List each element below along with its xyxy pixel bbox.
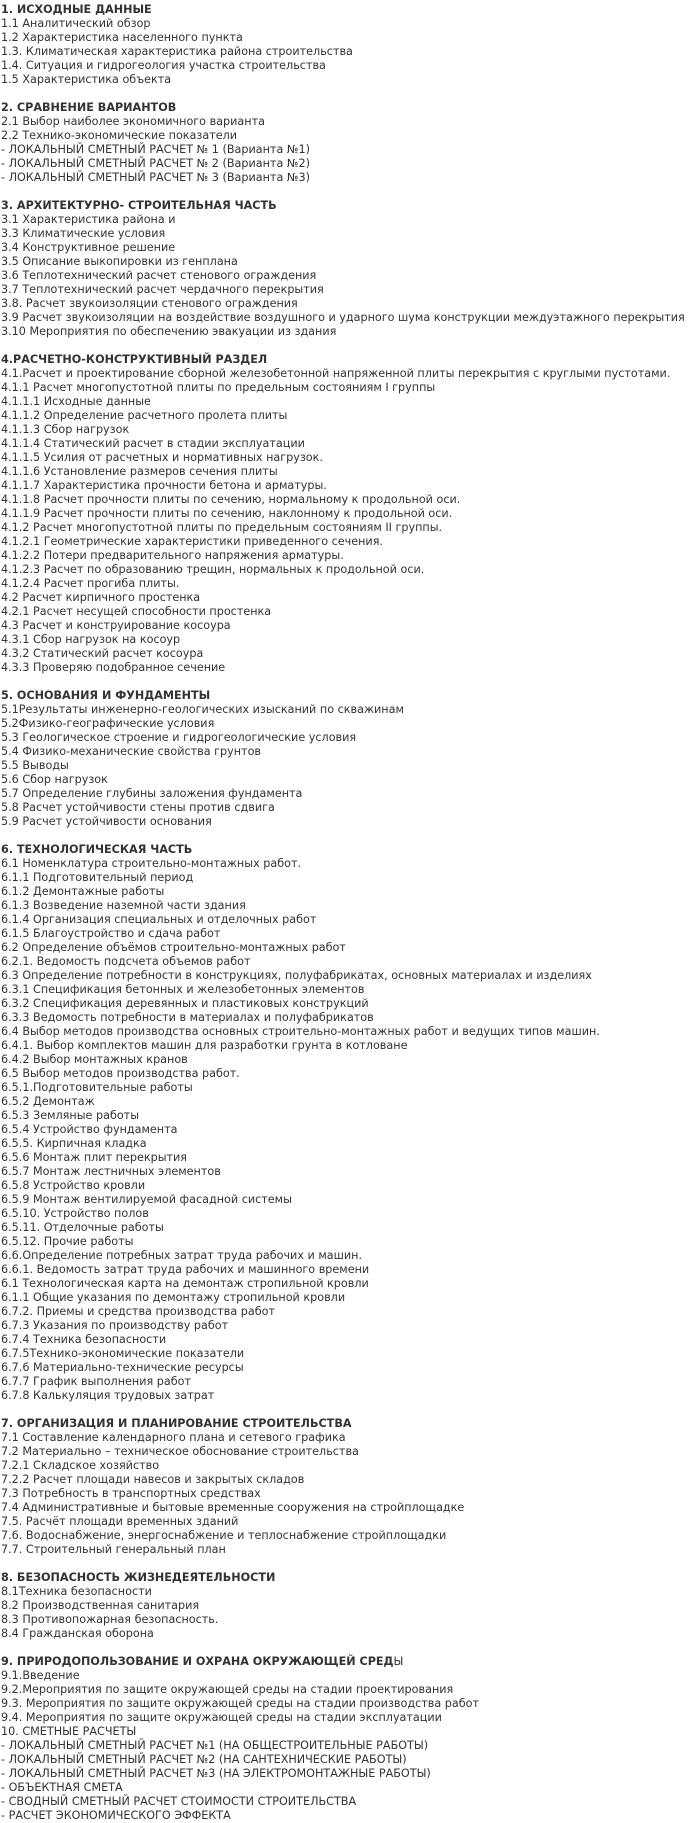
toc-section <box>1 101 700 185</box>
toc-entry: - ЛОКАЛЬНЫЙ СМЕТНЫЙ РАСЧЕТ № 3 (Варианта №3) <box>1 171 310 184</box>
toc-entry: 6.1.5 Благоустройство и сдача работ <box>1 927 221 940</box>
toc-entry: 5.7 Определение глубины заложения фундамента <box>1 787 303 800</box>
toc-entry: 5.2Физико-географические условия <box>1 717 215 730</box>
toc-entry: 6.1.1 Подготовительный период <box>1 871 194 884</box>
toc-entry: - ЛОКАЛЬНЫЙ СМЕТНЫЙ РАСЧЕТ № 2 (Варианта №2) <box>1 157 310 170</box>
toc-entry: 6.1.1 Общие указания по демонтажу стропильной кровли <box>1 1291 346 1304</box>
toc-entry: 7.1 Составление календарного плана и сетевого графика <box>1 1431 346 1444</box>
section-heading <box>1 1571 700 1585</box>
toc-entry: 6.1.2 Демонтажные работы <box>1 885 165 898</box>
toc-entry: 6.3.2 Спецификация деревянных и пластиковых конструкций <box>1 997 369 1010</box>
toc-entry: 6.5.2 Демонтаж <box>1 1095 95 1108</box>
toc-entry: 3.7 Теплотехнический расчет чердачного перекрытия <box>1 283 324 296</box>
toc-section <box>1 1655 700 1823</box>
toc-entry: 4.3.2 Статический расчет косоура <box>1 647 204 660</box>
section-heading <box>1 1655 700 1669</box>
toc-entry: 5.6 Сбор нагрузок <box>1 773 108 786</box>
toc-entry: 1.2 Характеристика населенного пункта <box>1 31 243 44</box>
toc-entry: 3.4 Конструктивное решение <box>1 241 176 254</box>
toc-entry: 6.6.Определение потребных затрат труда рабочих и машин. <box>1 1249 363 1262</box>
toc-entry: 1.1 Аналитический обзор <box>1 17 151 30</box>
toc-entry: 6.2.1. Ведомость подсчета объемов работ <box>1 955 251 968</box>
toc-entry: - ЛОКАЛЬНЫЙ СМЕТНЫЙ РАСЧЕТ №3 (НА ЭЛЕКТРОМОНТАЖНЫЕ РАБОТЫ) <box>1 1767 431 1780</box>
toc-entry: 1.4. Ситуация и гидрогеология участка строительства <box>1 59 326 72</box>
section-heading <box>1 843 700 857</box>
toc-entry: 6.4 Выбор методов производства основных строительно-монтажных работ и ведущих типов машин. <box>1 1025 600 1038</box>
toc-section <box>1 199 700 339</box>
toc-entry: 3.1 Характеристика района и <box>1 213 176 226</box>
toc-entry: 7.2 Материально – техническое обоснование строительства <box>1 1445 359 1458</box>
toc-entry: 6.5.6 Монтаж плит перекрытия <box>1 1151 188 1164</box>
toc-entry: 6.5 Выбор методов производства работ. <box>1 1067 240 1080</box>
section-heading-text: 5. ОСНОВАНИЯ И ФУНДАМЕНТЫ <box>1 689 211 702</box>
toc-entry: - СВОДНЫЙ СМЕТНЫЙ РАСЧЕТ СТОИМОСТИ СТРОИТЕЛЬСТВА <box>1 1795 357 1808</box>
toc-entry: 6.5.11. Отделочные работы <box>1 1221 164 1234</box>
toc-entry: 9.1.Введение <box>1 1669 80 1682</box>
toc-entry: 6.5.9 Монтаж вентилируемой фасадной системы <box>1 1193 292 1206</box>
section-heading <box>1 1417 700 1431</box>
toc-entry: 6.4.2 Выбор монтажных кранов <box>1 1053 188 1066</box>
toc-entry: 6.3 Определение потребности в конструкциях, полуфабрикатах, основных материалах и изделиях <box>1 969 592 982</box>
toc-entry: 4.1.2.4 Расчет прогиба плиты. <box>1 577 180 590</box>
toc-entry: 4.1.1.3 Сбор нагрузок <box>1 423 130 436</box>
toc-entry: 4.3.1 Сбор нагрузок на косоур <box>1 633 181 646</box>
toc-entry: 6.7.3 Указания по производству работ <box>1 1319 229 1332</box>
toc-entry: 6.4.1. Выбор комплектов машин для разработки грунта в котловане <box>1 1039 408 1052</box>
toc-entry: 7.7. Строительный генеральный план <box>1 1543 226 1556</box>
toc-entry: 7.3 Потребность в транспортных средствах <box>1 1487 261 1500</box>
toc-entry: 4.1.2.2 Потери предварительного напряжения арматуры. <box>1 549 344 562</box>
toc-entry: 3.5 Описание выкопировки из генплана <box>1 255 238 268</box>
toc-entry: 9.2.Мероприятия по защите окружающей среды на стадии проектирования <box>1 1683 454 1696</box>
toc-entry: 1.5 Характеристика объекта <box>1 73 172 86</box>
toc-entry: 4.3 Расчет и конструирование косоура <box>1 619 231 632</box>
section-heading-text: 9. ПРИРОДОПОЛЬЗОВАНИЕ И ОХРАНА ОКРУЖАЮЩЕЙ СРЕД <box>1 1655 394 1668</box>
toc-entry: 4.1.1.9 Расчет прочности плиты по сечению, наклонному к продольной оси. <box>1 507 453 520</box>
toc-entry: 5.1Результаты инженерно-геологических изысканий по скважинам <box>1 703 404 716</box>
toc-entry: 2.2 Технико-экономические показатели <box>1 129 238 142</box>
toc-entry: 4.1.2.3 Расчет по образованию трещин, нормальных к продольной оси. <box>1 563 425 576</box>
toc-entry: 6.7.5Технико-экономические показатели <box>1 1347 245 1360</box>
toc-entry: 4.1.Расчет и проектирование сборной железобетонной напряженной плиты перекрытия с круглыми пустотами. <box>1 367 671 380</box>
section-heading <box>1 3 700 17</box>
toc-entry: 4.1.1.8 Расчет прочности плиты по сечению, нормальному к продольной оси. <box>1 493 461 506</box>
toc-entry: 4.1.1.4 Статический расчет в стадии эксплуатации <box>1 437 305 450</box>
toc-entry: 6.5.5. Кирпичная кладка <box>1 1137 147 1150</box>
toc-entry: 6.5.12. Прочие работы <box>1 1235 134 1248</box>
toc-entry: 6.7.6 Материально-технические ресурсы <box>1 1361 244 1374</box>
toc-entry: 8.2 Производственная санитария <box>1 1599 200 1612</box>
toc-entry: 4.3.3 Проверяю подобранное сечение <box>1 661 226 674</box>
section-heading <box>1 353 700 367</box>
toc-entry: 3.3 Климатические условия <box>1 227 166 240</box>
section-heading-text: 8. БЕЗОПАСНОСТЬ ЖИЗНЕДЕЯТЕЛЬНОСТИ <box>1 1571 276 1584</box>
section-heading-text: 3. АРХИТЕКТУРНО- СТРОИТЕЛЬНАЯ ЧАСТЬ <box>1 199 277 212</box>
toc-section <box>1 689 700 829</box>
toc-entry: 4.1.1.6 Установление размеров сечения плиты <box>1 465 278 478</box>
toc-entry: 1.3. Климатическая характеристика района строительства <box>1 45 353 58</box>
toc-entry: 6.1 Технологическая карта на демонтаж стропильной кровли <box>1 1277 369 1290</box>
section-heading-text: 7. ОРГАНИЗАЦИЯ И ПЛАНИРОВАНИЕ СТРОИТЕЛЬСТВА <box>1 1417 352 1430</box>
toc-entry: 6.2 Определение объёмов строительно-монтажных работ <box>1 941 346 954</box>
toc-entry: 6.3.3 Ведомость потребности в материалах и полуфабрикатов <box>1 1011 374 1024</box>
toc-entry: 4.2.1 Расчет несущей способности простенка <box>1 605 272 618</box>
toc-entry: 5.8 Расчет устойчивости стены против сдвига <box>1 801 275 814</box>
toc-entry: 5.4 Физико-механические свойства грунтов <box>1 745 262 758</box>
toc-entry: 6.7.4 Техника безопасности <box>1 1333 167 1346</box>
section-heading <box>1 101 700 115</box>
section-heading-text: 6. ТЕХНОЛОГИЧЕСКАЯ ЧАСТЬ <box>1 843 193 856</box>
toc-entry: 5.9 Расчет устойчивости основания <box>1 815 212 828</box>
toc-entry: 9.4. Мероприятия по защите окружающей среды на стадии эксплуатации <box>1 1711 442 1724</box>
toc-entry: 6.6.1. Ведомость затрат труда рабочих и машинного времени <box>1 1263 370 1276</box>
toc-section <box>1 353 700 675</box>
toc-entry: 8.1Техника безопасности <box>1 1585 152 1598</box>
section-heading <box>1 689 700 703</box>
section-heading-text: 1. ИСХОДНЫЕ ДАННЫЕ <box>1 3 152 16</box>
toc-entry: 6.1.3 Возведение наземной части здания <box>1 899 246 912</box>
toc-entry: 8.4 Гражданская оборона <box>1 1627 154 1640</box>
toc-entry: 6.1 Номенклатура строительно-монтажных работ. <box>1 857 302 870</box>
toc-entry: 7.5. Расчёт площади временных зданий <box>1 1515 239 1528</box>
toc-entry: 6.5.7 Монтаж лестничных элементов <box>1 1165 221 1178</box>
toc-entry: 4.1.2.1 Геометрические характеристики приведенного сечения. <box>1 535 383 548</box>
toc-entry: 5.5 Выводы <box>1 759 69 772</box>
toc-entry: - ЛОКАЛЬНЫЙ СМЕТНЫЙ РАСЧЕТ № 1 (Варианта №1) <box>1 143 310 156</box>
toc-entry: 7.2.2 Расчет площади навесов и закрытых складов <box>1 1473 305 1486</box>
toc-entry: 3.10 Мероприятия по обеспечению эвакуации из здания <box>1 325 337 338</box>
toc-entry: - ЛОКАЛЬНЫЙ СМЕТНЫЙ РАСЧЕТ №1 (НА ОБЩЕСТРОИТЕЛЬНЫЕ РАБОТЫ) <box>1 1739 429 1752</box>
toc-entry: 4.1.1.2 Определение расчетного пролета плиты <box>1 409 288 422</box>
section-heading-text: 4.РАСЧЕТНО-КОНСТРУКТИВНЫЙ РАЗДЕЛ <box>1 353 268 366</box>
toc-section <box>1 843 700 1403</box>
toc-entry: 4.1.1.1 Исходные данные <box>1 395 151 408</box>
toc-section <box>1 1571 700 1641</box>
toc-entry: 6.7.2. Приемы и средства производства работ <box>1 1305 275 1318</box>
toc-entry: 7.6. Водоснабжение, энергоснабжение и теплоснабжение стройплощадки <box>1 1529 447 1542</box>
toc-entry: 6.3.1 Спецификация бетонных и железобетонных элементов <box>1 983 365 996</box>
toc-section <box>1 3 700 87</box>
toc-entry: 4.1.1.5 Усилия от расчетных и нормативных нагрузок. <box>1 451 323 464</box>
toc-entry: - РАСЧЕТ ЭКОНОМИЧЕСКОГО ЭФФЕКТА <box>1 1809 231 1822</box>
section-heading-tail: Ы <box>393 1655 404 1668</box>
toc-entry: 3.6 Теплотехнический расчет стенового ограждения <box>1 269 317 282</box>
toc-entry: 6.5.8 Устройство кровли <box>1 1179 146 1192</box>
toc-entry: 3.8. Расчет звукоизоляции стенового ограждения <box>1 297 298 310</box>
toc-entry: 3.9 Расчет звукоизоляции на воздействие воздушного и ударного шума конструкции междуэтажного перекрытия <box>1 311 685 324</box>
toc-entry: 6.5.3 Земляные работы <box>1 1109 140 1122</box>
toc-entry: 6.5.10. Устройство полов <box>1 1207 149 1220</box>
toc-entry: 10. СМЕТНЫЕ РАСЧЕТЫ <box>1 1725 137 1738</box>
toc-entry: 7.4 Административные и бытовые временные сооружения на стройплощадке <box>1 1501 465 1514</box>
toc-entry: 5.3 Геологическое строение и гидрогеологические условия <box>1 731 357 744</box>
toc-entry: 7.2.1 Складское хозяйство <box>1 1459 160 1472</box>
toc-section <box>1 1417 700 1557</box>
toc-entry: 8.3 Противопожарная безопасность. <box>1 1613 219 1626</box>
toc-entry: 6.7.8 Калькуляция трудовых затрат <box>1 1389 215 1402</box>
toc-entry: - ЛОКАЛЬНЫЙ СМЕТНЫЙ РАСЧЕТ №2 (НА САНТЕХНИЧЕСКИЕ РАБОТЫ) <box>1 1753 407 1766</box>
section-heading-text: 2. СРАВНЕНИЕ ВАРИАНТОВ <box>1 101 177 114</box>
toc-entry: 6.5.1.Подготовительные работы <box>1 1081 193 1094</box>
toc-entry: 6.7.7 График выполнения работ <box>1 1375 191 1388</box>
toc-entry: 6.1.4 Организация специальных и отделочных работ <box>1 913 317 926</box>
toc-entry: 2.1 Выбор наиболее экономичного варианта <box>1 115 265 128</box>
toc-entry: 9.3. Мероприятия по защите окружающей среды на стадии производства работ <box>1 1697 479 1710</box>
toc-entry: 6.5.4 Устройство фундамента <box>1 1123 178 1136</box>
section-heading <box>1 199 700 213</box>
toc-entry: - ОБЪЕКТНАЯ СМЕТА <box>1 1781 123 1794</box>
toc-entry: 4.1.2 Расчет многопустотной плиты по предельным состояниям II группы. <box>1 521 443 534</box>
toc-entry: 4.1.1.7 Характеристика прочности бетона и арматуры. <box>1 479 327 492</box>
toc-entry: 4.2 Расчет кирпичного простенка <box>1 591 201 604</box>
toc-entry: 4.1.1 Расчет многопустотной плиты по предельным состояниям I группы <box>1 381 436 394</box>
